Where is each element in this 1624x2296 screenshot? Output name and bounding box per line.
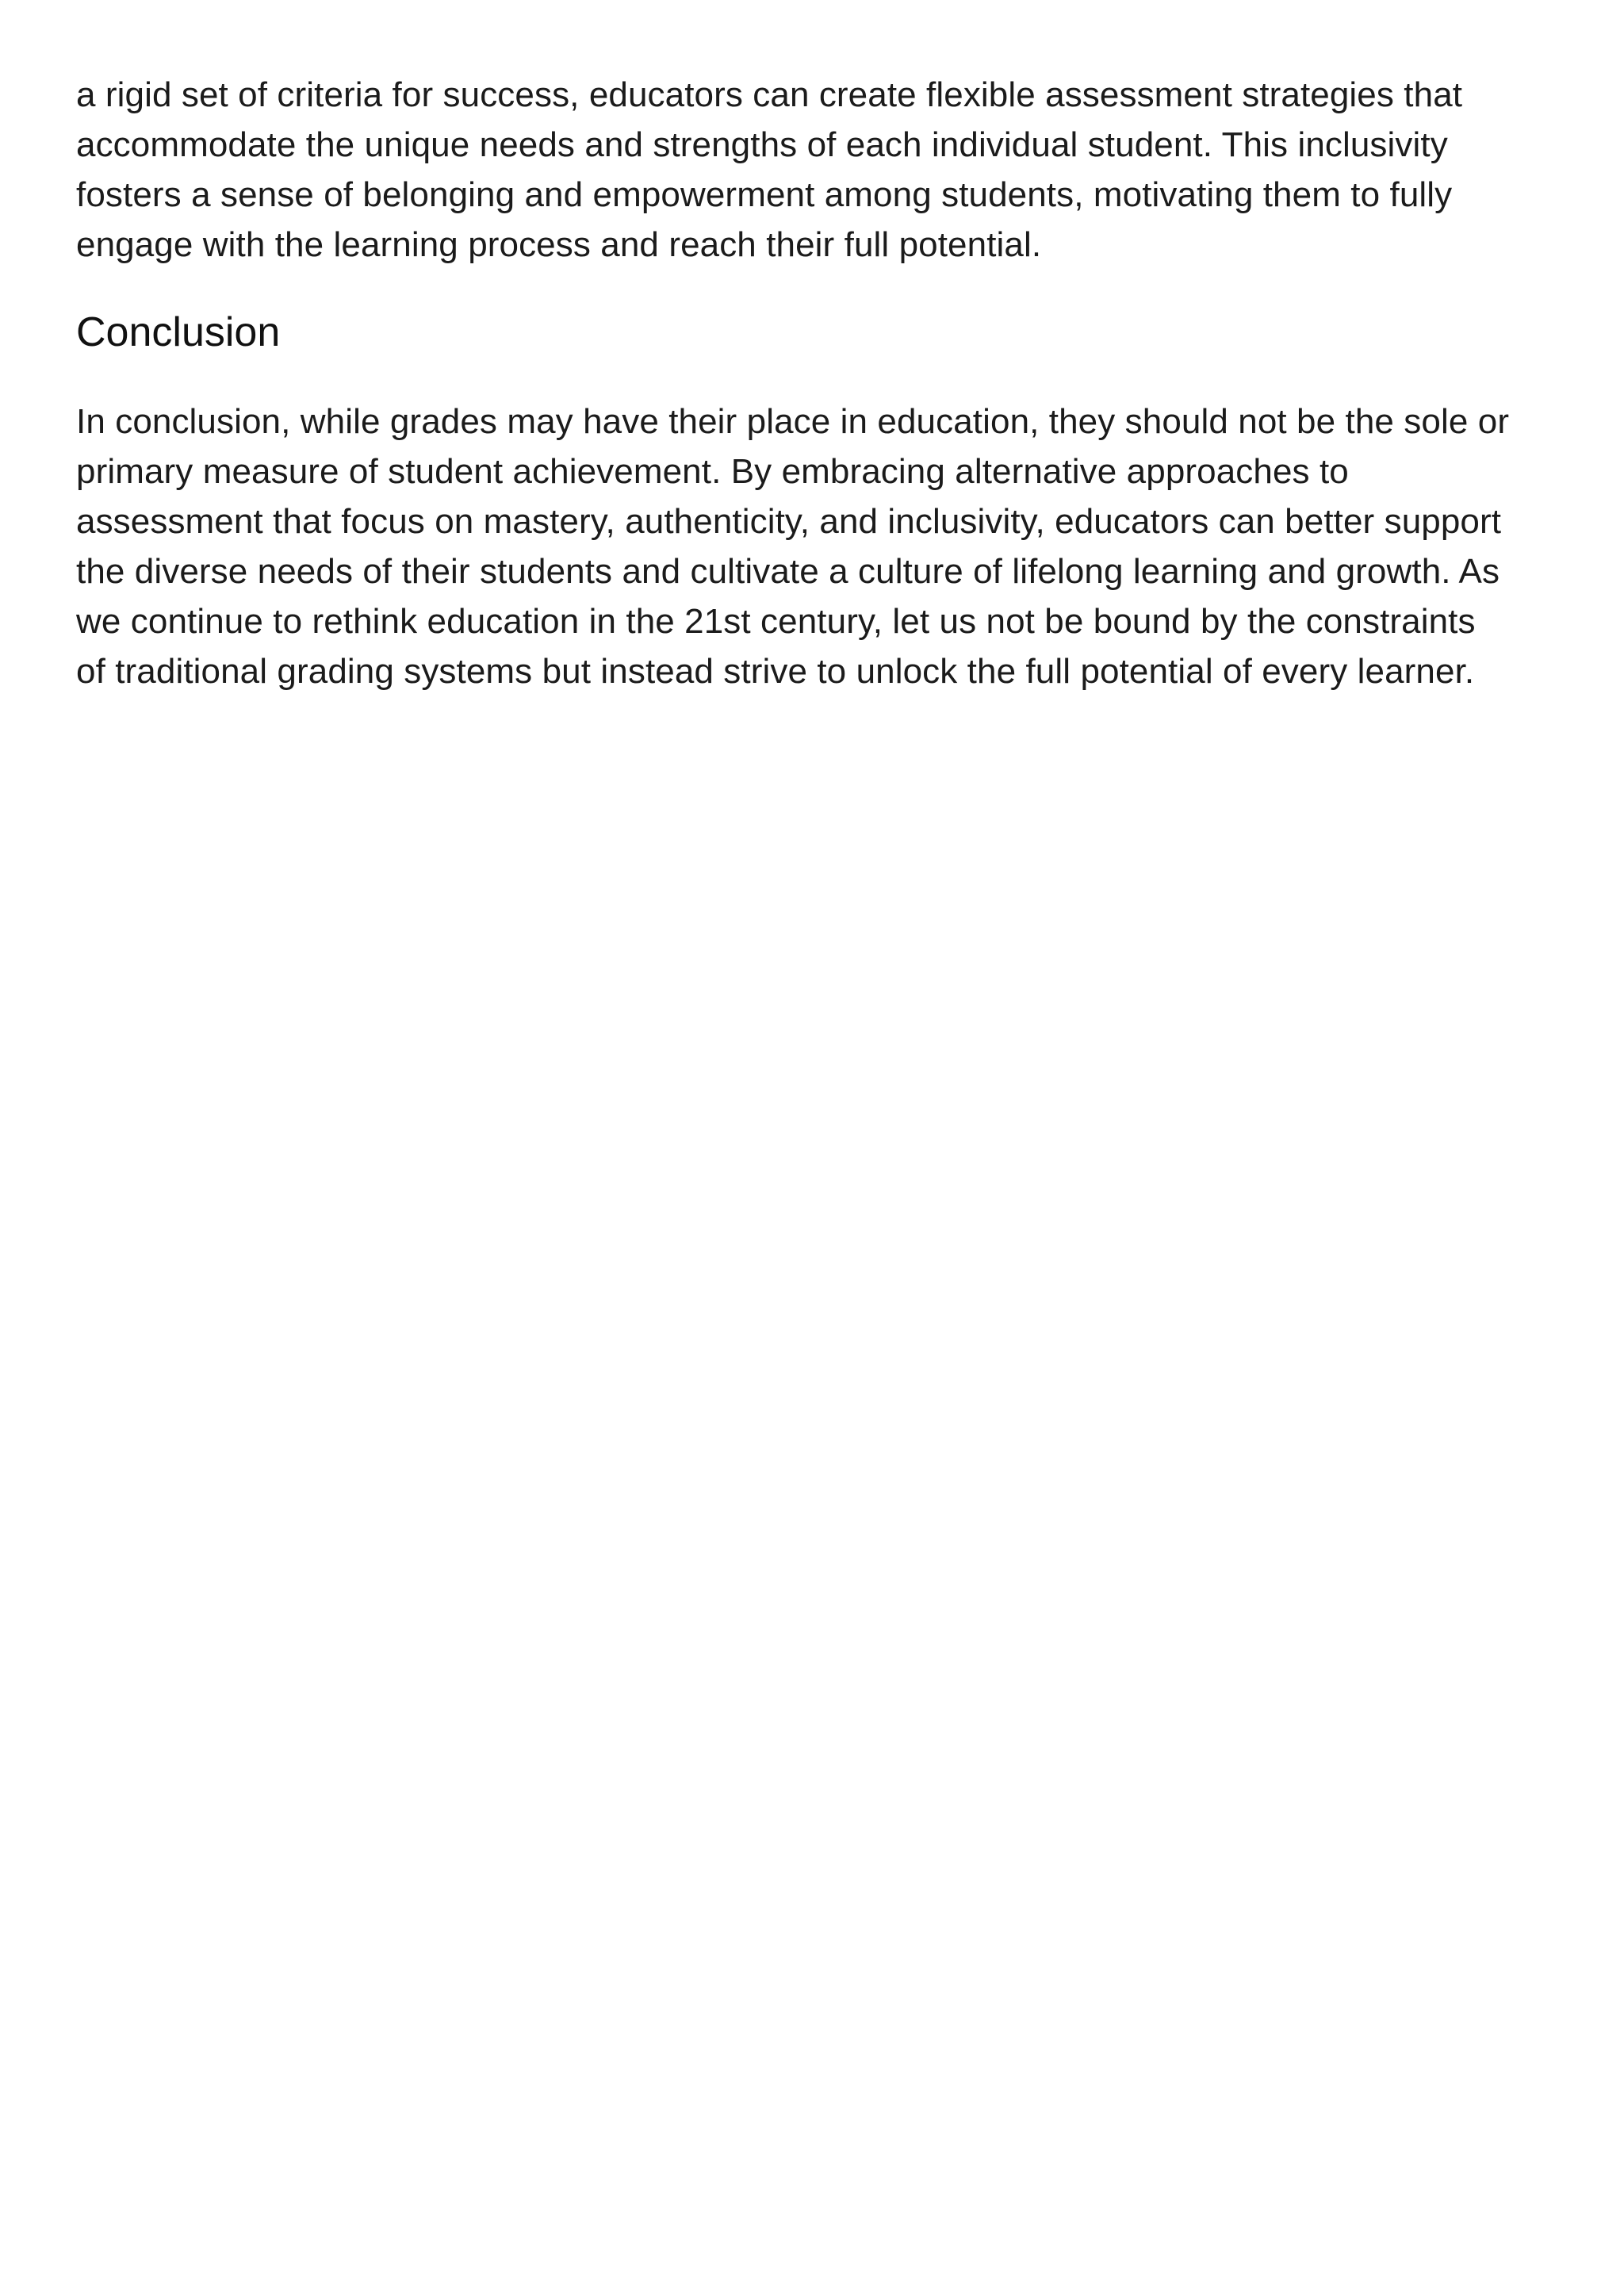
intro-line-1: a rigid set of criteria for success, educators can create flexible assessment strategies that [76, 75, 1463, 114]
intro-line-4: engage with the learning process and reach their full potential. [76, 225, 1042, 264]
conclusion-paragraph [76, 397, 1567, 696]
conclusion-line-1: In conclusion, while grades may have their place in education, they should not be the sole or [76, 402, 1510, 441]
document-page [76, 70, 1567, 696]
conclusion-heading: Conclusion [76, 309, 281, 355]
conclusion-line-2: primary measure of student achievement. By embracing alternative approaches to [76, 452, 1349, 491]
intro-line-2: accommodate the unique needs and strengths of each individual student. This inclusivity [76, 125, 1448, 164]
intro-paragraph [76, 70, 1567, 270]
conclusion-line-5: we continue to rethink education in the 21st century, let us not be bound by the constraints [76, 602, 1476, 641]
conclusion-line-4: the diverse needs of their students and cultivate a culture of lifelong learning and growth. As [76, 552, 1500, 591]
conclusion-line-3: assessment that focus on mastery, authenticity, and inclusivity, educators can better support [76, 502, 1502, 541]
intro-line-3: fosters a sense of belonging and empowerment among students, motivating them to fully [76, 175, 1453, 214]
conclusion-line-6: of traditional grading systems but instead strive to unlock the full potential of every learner. [76, 652, 1475, 691]
